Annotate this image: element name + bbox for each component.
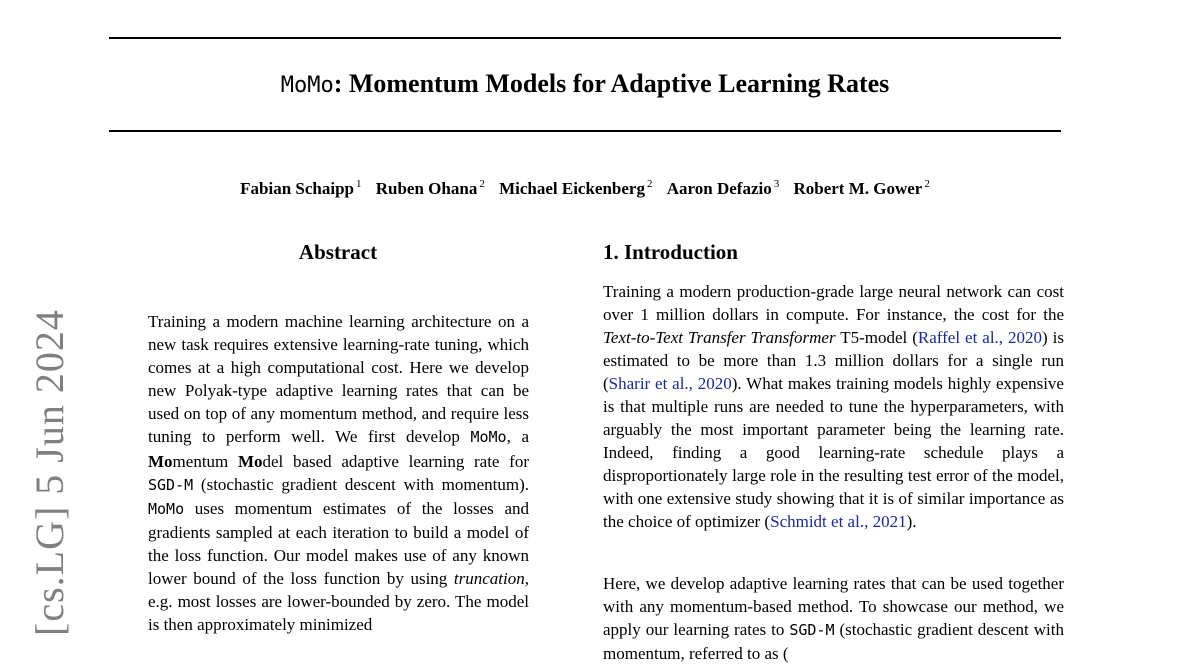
abstract-text: Training a modern machine learning architecture on a new task requires extensive learning-rate tuning, which comes at a high computational cost. Here we develop new Polyak-type adaptive learning rates that can be used on top of any momentum method, and require less tuning to perform well. We first develop MoMo, a Momentum Model based adaptive learning rate for SGD-M (stochastic gradient descent with momentum). MoMo uses momentum estimates of the losses and gradients sampled at each iteration to build a model of the loss function. Our model makes use of any known lower bound of the loss function by using truncation, e.g. most losses are lower-bounded by zero. The model is then approximately minimized bbox=[148, 312, 530, 635]
author: Fabian Schaipp $^1$ bbox=[240, 178, 362, 198]
method-name: MoMo bbox=[470, 428, 507, 447]
paper-title bbox=[109, 66, 1061, 104]
optimizer-name: SGD-M bbox=[789, 621, 835, 639]
optimizer-name: SGD-M bbox=[148, 475, 194, 494]
title-bottom-rule bbox=[109, 130, 1061, 132]
intro-paragraph-1: Training a modern production-grade large neural network can cost over 1 million dollars in compute. For instance, the cost for the Text-to-Text Transfer Transformer T5-model (Raffel et al., 2020) is estimated to be more than 1.3 million dollars for a single run (Sharir et al., 2020). What makes training models highly expensive is that multiple runs are needed to tune the hyperparameters, with arguably the most important parameter being the learning rate. Indeed, finding a good learning-rate schedule plays a disproportionately large role in the resulting test error of the model, with one extensive study showing that it is of similar importance as the choice of optimizer (Schmidt et al., 2021). bbox=[603, 282, 1064, 531]
author: Robert M. Gower $^2$ bbox=[793, 178, 930, 198]
citation-link[interactable]: Raffel et al., 2020 bbox=[917, 328, 1043, 347]
author: Michael Eickenberg $^2$ bbox=[499, 178, 653, 198]
title-text: : Momentum Models for Adaptive Learning Rates bbox=[333, 69, 890, 98]
citation-link[interactable]: Schmidt et al., 2021 bbox=[770, 512, 907, 531]
author: Aaron Defazio $^3$ bbox=[666, 178, 780, 198]
author: Ruben Ohana $^2$ bbox=[375, 178, 485, 198]
arxiv-identifier-stamp: [cs.LG] 5 Jun 2024 bbox=[27, 309, 72, 636]
section-heading-introduction: 1. Introduction bbox=[603, 240, 738, 264]
title-top-rule bbox=[109, 37, 1061, 39]
intro-paragraph-2: Here, we develop adaptive learning rates that can be used together with any momentum-based method. To showcase our method, we apply our learning rates to SGD-M (stochastic gradient descent with momentum, referred to as ( bbox=[603, 574, 1064, 663]
abstract-heading: Abstract bbox=[298, 240, 378, 264]
author-list bbox=[109, 173, 1061, 200]
method-name: MoMo bbox=[148, 499, 185, 518]
title-method-name: MoMo bbox=[280, 73, 334, 98]
citation-link[interactable]: Sharir et al., 2020 bbox=[608, 374, 732, 393]
